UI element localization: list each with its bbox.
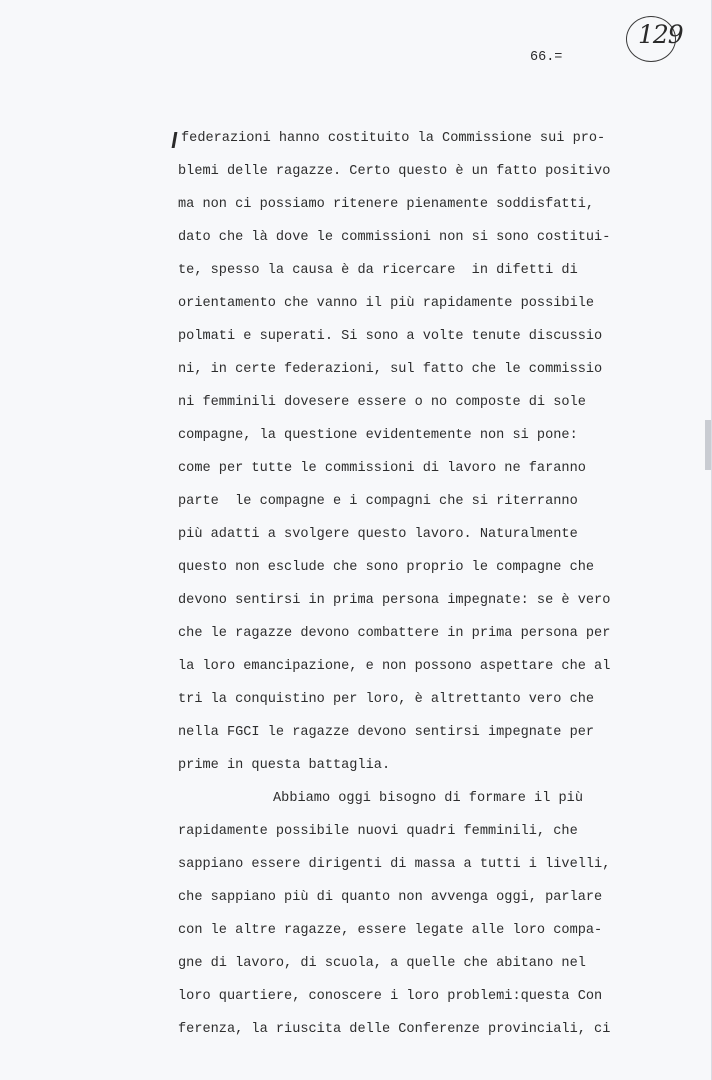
text-line: nella FGCI le ragazze devono sentirsi impegnate per (178, 725, 595, 740)
text-line: Abbiamo oggi bisogno di formare il più (273, 791, 583, 806)
text-line: ma non ci possiamo ritenere pienamente soddisfatti, (178, 197, 595, 212)
text-line: che le ragazze devono combattere in prima persona per (178, 626, 611, 641)
text-line: che sappiano più di quanto non avvenga oggi, parlare (178, 890, 603, 905)
text-line: gne di lavoro, di scuola, a quelle che abitano nel (178, 956, 586, 971)
text-line: sappiano essere dirigenti di massa a tutti i livelli, (178, 857, 611, 872)
text-line: polmati e superati. Si sono a volte tenute discussio (178, 329, 603, 344)
page-number: 66.= (530, 50, 563, 65)
text-line: loro quartiere, conoscere i loro problemi:questa Con (178, 989, 603, 1004)
margin-mark (172, 132, 178, 148)
text-line: questo non esclude che sono proprio le compagne che (178, 560, 595, 575)
scan-edge-shadow (705, 420, 711, 470)
text-line: la loro emancipazione, e non possono aspettare che al (178, 659, 611, 674)
text-line: te, spesso la causa è da ricercare in difetti di (178, 263, 578, 278)
text-line: federazioni hanno costituito la Commissione sui pro- (181, 131, 606, 146)
text-line: ferenza, la riuscita delle Conferenze provinciali, ci (178, 1022, 611, 1037)
text-line: più adatti a svolgere questo lavoro. Naturalmente (178, 527, 578, 542)
text-line: come per tutte le commissioni di lavoro ne faranno (178, 461, 586, 476)
text-line: parte le compagne e i compagni che si riterranno (178, 494, 578, 509)
text-line: rapidamente possibile nuovi quadri femminili, che (178, 824, 578, 839)
text-line: ni femminili dovesere essere o no composte di sole (178, 395, 586, 410)
text-line: dato che là dove le commissioni non si sono costitui- (178, 230, 611, 245)
text-line: compagne, la questione evidentemente non si pone: (178, 428, 578, 443)
text-line: prime in questa battaglia. (178, 758, 391, 773)
text-line: devono sentirsi in prima persona impegnate: se è vero (178, 593, 611, 608)
text-line: ni, in certe federazioni, sul fatto che le commissio (178, 362, 603, 377)
text-line: tri la conquistino per loro, è altrettanto vero che (178, 692, 595, 707)
text-line: orientamento che vanno il più rapidamente possibile (178, 296, 595, 311)
text-line: blemi delle ragazze. Certo questo è un fatto positivo (178, 164, 611, 179)
text-line: con le altre ragazze, essere legate alle loro compa- (178, 923, 603, 938)
archive-stamp-number: 129 (638, 20, 683, 49)
